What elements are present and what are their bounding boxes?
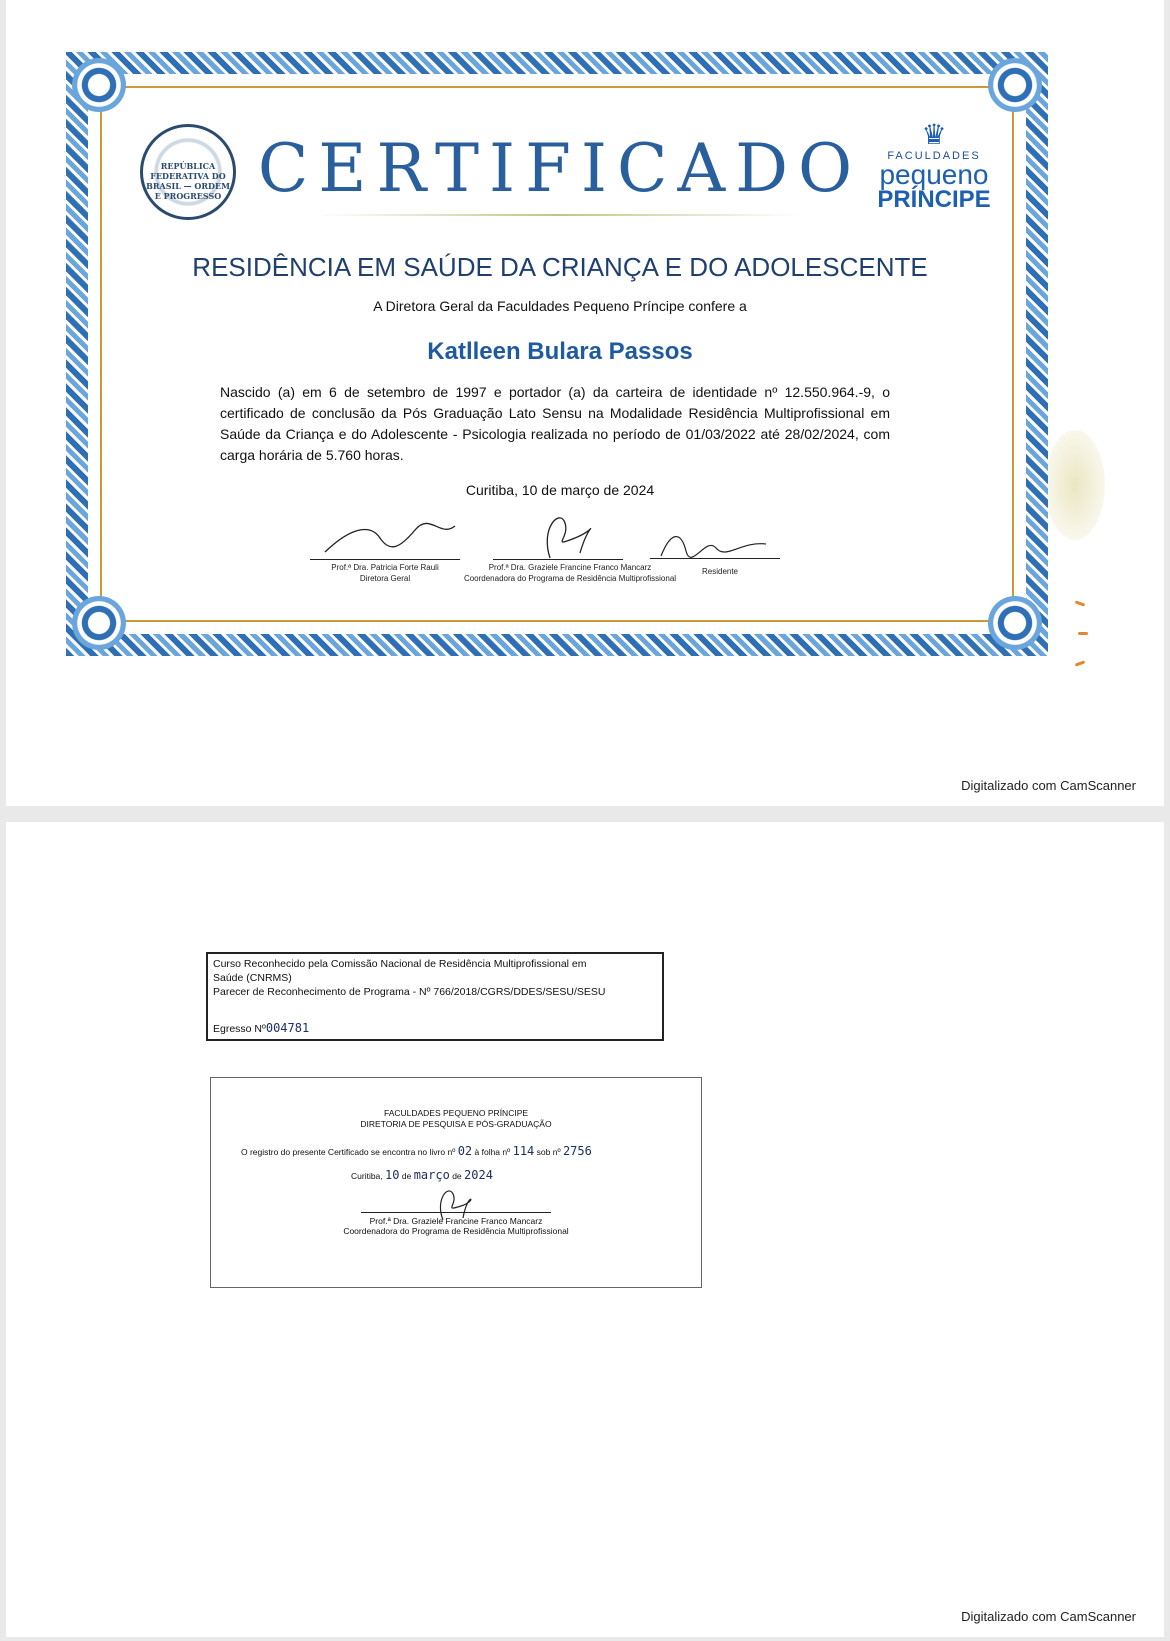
certificate-title: CERTIFICADO <box>257 130 863 207</box>
certificate-body: Nascido (a) em 6 de setembro de 1997 e portador (a) da carteira de identidade nº 12.550.964.-9, o certificado de conclusão da Pós Graduação Lato Sensu na Modalidade Residência Multiprofissional em Saúde da Criança e do Adolescente - Psicologia realizada no período de 01/03/2022 até 28/02/2024, com carga horária de 5.760 horas. <box>220 384 890 463</box>
signature-caption-director <box>290 562 480 584</box>
de-label: de <box>401 1171 412 1181</box>
logo-line1: FACULDADES <box>887 150 981 162</box>
city-label: Curitiba, <box>351 1171 383 1181</box>
signature-director <box>320 518 460 558</box>
seal-text: REPÚBLICA FEDERATIVA DO BRASIL — ORDEM E PROGRESSO <box>146 161 230 201</box>
year-value: 2024 <box>464 1168 493 1182</box>
place-date: Curitiba, 10 de março de 2024 <box>465 482 655 498</box>
registration-institution: FACULDADES PEQUENO PRÍNCIPE <box>383 1108 529 1118</box>
livro-value: 02 <box>457 1144 473 1158</box>
faculdades-pequeno-principe-logo <box>870 120 998 230</box>
signer-name: Prof.ª Dra. Patricia Forte Rauli <box>331 563 439 572</box>
logo-line2: pequeno <box>879 159 989 190</box>
corner-ornament <box>72 596 126 650</box>
folha-value: 114 <box>512 1144 535 1158</box>
recognition-line1: Curso Reconhecido pela Comissão Nacional de Residência Multiprofissional em <box>213 958 587 970</box>
signer-name: Prof.ª Dra. Graziele Francine Franco Mancarz <box>488 563 652 572</box>
signer-role: Coordenadora do Programa de Residência Multiprofissional <box>343 1226 569 1236</box>
folha-label: à folha nº <box>474 1147 511 1157</box>
month-value: março <box>413 1168 450 1182</box>
crown-icon: ♛ <box>921 118 947 151</box>
registration-box <box>210 1077 702 1288</box>
signature-caption-resident <box>660 566 780 577</box>
recognition-box <box>206 952 664 1041</box>
registration-statement <box>241 1144 671 1158</box>
signer-name: Prof.ª Dra. Graziele Francine Franco Mancarz <box>369 1216 543 1226</box>
signature-line <box>310 559 460 560</box>
recognition-line2: Saúde (CNRMS) <box>213 972 292 984</box>
scanner-watermark: Digitalizado com CamScanner <box>961 778 1136 793</box>
egresso-value: 004781 <box>265 1021 310 1035</box>
signature-resident <box>656 526 776 560</box>
signature-caption-coordinator <box>455 562 685 584</box>
signer-name: Residente <box>701 567 739 576</box>
signature-line <box>493 559 623 560</box>
de-label: de <box>452 1171 462 1181</box>
sob-value: 2756 <box>562 1144 592 1158</box>
paper-stain <box>1045 430 1105 540</box>
recognition-line3: Parecer de Reconhecimento de Programa - Nº 766/2018/CGRS/DDES/SESU/SESU <box>213 986 606 998</box>
day-value: 10 <box>385 1168 400 1182</box>
signature-coordinator <box>520 508 600 560</box>
signature-line <box>650 558 780 559</box>
registration-department: DIRETORIA DE PESQUISA E PÓS-GRADUAÇÃO <box>360 1119 552 1129</box>
title-underline <box>318 214 800 216</box>
program-title: RESIDÊNCIA EM SAÚDE DA CRIANÇA E DO ADOLESCENTE <box>192 252 928 282</box>
orange-mark <box>1078 632 1088 635</box>
recipient-name: Katlleen Bulara Passos <box>427 338 693 365</box>
signer-role: Coordenadora do Programa de Residência Multiprofissional <box>463 574 677 583</box>
scanner-watermark: Digitalizado com CamScanner <box>961 1609 1136 1624</box>
registro-text: O registro do presente Certificado se encontra no livro nº <box>241 1147 456 1157</box>
egresso-label: Egresso Nº <box>213 1023 266 1035</box>
corner-ornament <box>988 58 1042 112</box>
logo-line3: PRÍNCIPE <box>877 186 991 213</box>
egresso-number <box>213 1021 309 1036</box>
brazil-seal-icon <box>140 124 236 220</box>
signature-line <box>361 1212 551 1213</box>
registration-date <box>351 1168 493 1182</box>
signer-role: Diretora Geral <box>359 574 411 583</box>
corner-ornament <box>72 58 126 112</box>
corner-ornament <box>988 596 1042 650</box>
sob-label: sob nº <box>536 1147 561 1157</box>
confer-statement: A Diretora Geral da Faculdades Pequeno Príncipe confere a <box>373 298 747 314</box>
